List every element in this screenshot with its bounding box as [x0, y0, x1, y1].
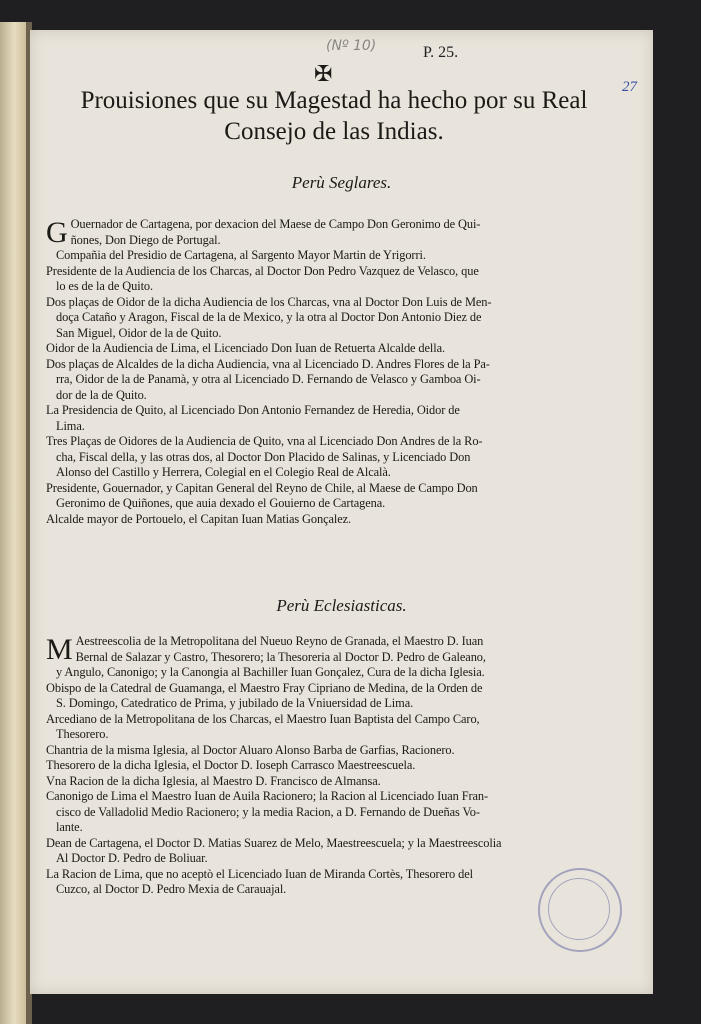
facing-page-edge [0, 22, 26, 1024]
entry [46, 681, 626, 712]
folio-number: P. 25. [423, 44, 459, 61]
entry [46, 774, 626, 790]
text-line: Lima. [56, 418, 85, 433]
entry [46, 295, 626, 342]
title-line: Prouisiones que su Magestad ha hecho por su Real [80, 87, 588, 114]
text-line: Alonso del Castillo y Herrera, Colegial en el Colegio Real de Alcalà. [56, 465, 391, 479]
section-heading-eclesiasticas: Perù Eclesiasticas. [276, 596, 407, 615]
section-eclesiasticas-body [46, 634, 626, 898]
entry [46, 512, 626, 528]
drop-cap: M [46, 633, 73, 666]
text-line: Alcalde mayor de Portouelo, el Capitan Iuan Matias Gonçalez. [46, 511, 352, 526]
text-line: ñones, Don Diego de Portugal. [70, 232, 221, 247]
entry [46, 248, 626, 264]
text-line: lo es de la de Quito. [56, 279, 154, 293]
text-line: cisco de Valladolid Medio Racionero; y la media Racion, a D. Fernando de Dueñas Vo- [56, 804, 480, 819]
text-line: Presidente, Gouernador, y Capitan General del Reyno de Chile, al Maese de Campo Don [46, 480, 478, 495]
entry [46, 758, 626, 774]
title-line: Consejo de las Indias. [224, 118, 444, 145]
text-line: Oidor de la Audiencia de Lima, el Licenciado Don Iuan de Retuerta Alcalde della. [46, 341, 446, 355]
text-line: dor de la de Quito. [56, 387, 147, 402]
text-line: Vna Racion de la dicha Iglesia, al Maestro D. Francisco de Almansa. [46, 773, 381, 788]
text-line: Aestreescolia de la Metropolitana del Nueuo Reyno de Granada, el Maestro D. Iuan [75, 634, 484, 648]
entry [46, 634, 626, 681]
text-line: Compañia del Presidio de Cartagena, al Sargento Mayor Martin de Yrigorri. [56, 248, 426, 262]
text-line: lante. [56, 820, 83, 834]
text-line: y Angulo, Canonigo; y la Canongia al Bachiller Iuan Gonçalez, Cura de la dicha Iglesia. [56, 665, 485, 679]
entry [46, 434, 626, 481]
text-line: Al Doctor D. Pedro de Boliuar. [56, 851, 208, 865]
text-line: Dos plaças de Alcaldes de la dicha Audiencia, vna al Licenciado D. Andres Flores de la Pa- [46, 356, 490, 371]
text-line: San Miguel, Oidor de la de Quito. [56, 325, 222, 340]
entry [46, 743, 626, 759]
entry [46, 217, 626, 248]
text-line: La Presidencia de Quito, al Licenciado Don Antonio Fernandez de Heredia, Oidor de [46, 403, 460, 417]
section-seglares-body [46, 217, 626, 527]
entry [46, 712, 626, 743]
text-line: doça Cataño y Aragon, Fiscal de la de Mexico, y la otra al Doctor Don Antonio Diez de [56, 310, 482, 324]
text-line: Presidente de la Audiencia de los Charcas, al Doctor Don Pedro Vazquez de Velasco, que [46, 263, 479, 278]
text-line: Cuzco, al Doctor D. Pedro Mexia de Carauajal. [56, 882, 287, 896]
text-line: S. Domingo, Catedratico de Prima, y jubilado de la Vniuersidad de Lima. [56, 696, 414, 710]
document-page [30, 30, 653, 994]
text-line: Thesorero. [56, 727, 109, 741]
text-line: Chantria de la misma Iglesia, al Doctor Aluaro Alonso Barba de Garfias, Racionero. [46, 742, 455, 757]
text-line: Dos plaças de Oidor de la dicha Audiencia de los Charcas, vna al Doctor Don Luis de Men- [46, 294, 492, 309]
entry [46, 403, 626, 434]
drop-cap: G [46, 216, 68, 249]
text-line: rra, Oidor de la de Panamà, y otra al Licenciado D. Fernando de Velasco y Gamboa Oi- [56, 372, 481, 386]
text-line: Dean de Cartagena, el Doctor D. Matias Suarez de Melo, Maestreescuela; y la Maestreescolia [46, 835, 502, 850]
entry [46, 264, 626, 295]
document-title [44, 85, 624, 147]
text-line: Ouernador de Cartagena, por dexacion del Maese de Campo Don Geronimo de Qui- [70, 217, 481, 231]
pencil-annotation: (Nº 10) [326, 38, 377, 54]
cross-ornament: ✠ [314, 62, 333, 87]
text-line: Obispo de la Catedral de Guamanga, el Maestro Fray Cipriano de Medina, de la Orden de [46, 680, 483, 695]
text-line: Thesorero de la dicha Iglesia, el Doctor D. Ioseph Carrasco Maestreescuela. [46, 758, 416, 772]
text-line: La Racion de Lima, que no aceptò el Licenciado Iuan de Miranda Cortès, Thesorero del [46, 866, 473, 881]
entry [46, 789, 626, 836]
entry [46, 357, 626, 404]
entry [46, 481, 626, 512]
entry [46, 867, 626, 898]
margin-page-number: 27 [622, 79, 637, 95]
text-line: Arcediano de la Metropolitana de los Charcas, el Maestro Iuan Baptista del Campo Caro, [46, 711, 480, 726]
text-line: Bernal de Salazar y Castro, Thesorero; la Thesoreria al Doctor D. Pedro de Galeano, [75, 649, 486, 664]
text-line: cha, Fiscal della, y las otras dos, al Doctor Don Placido de Salinas, y Licenciado Don [56, 449, 471, 464]
text-line: Geronimo de Quiñones, que auia dexado el Gouierno de Cartagena. [56, 496, 386, 510]
entry [46, 836, 626, 867]
text-line: Tres Plaças de Oidores de la Audiencia de Quito, vna al Licenciado Don Andres de la Ro- [46, 434, 483, 448]
section-heading-seglares: Perù Seglares. [291, 173, 392, 192]
text-line: Canonigo de Lima el Maestro Iuan de Auila Racionero; la Racion al Licenciado Iuan Fran- [46, 789, 489, 803]
library-stamp [538, 868, 622, 952]
entry [46, 341, 626, 357]
